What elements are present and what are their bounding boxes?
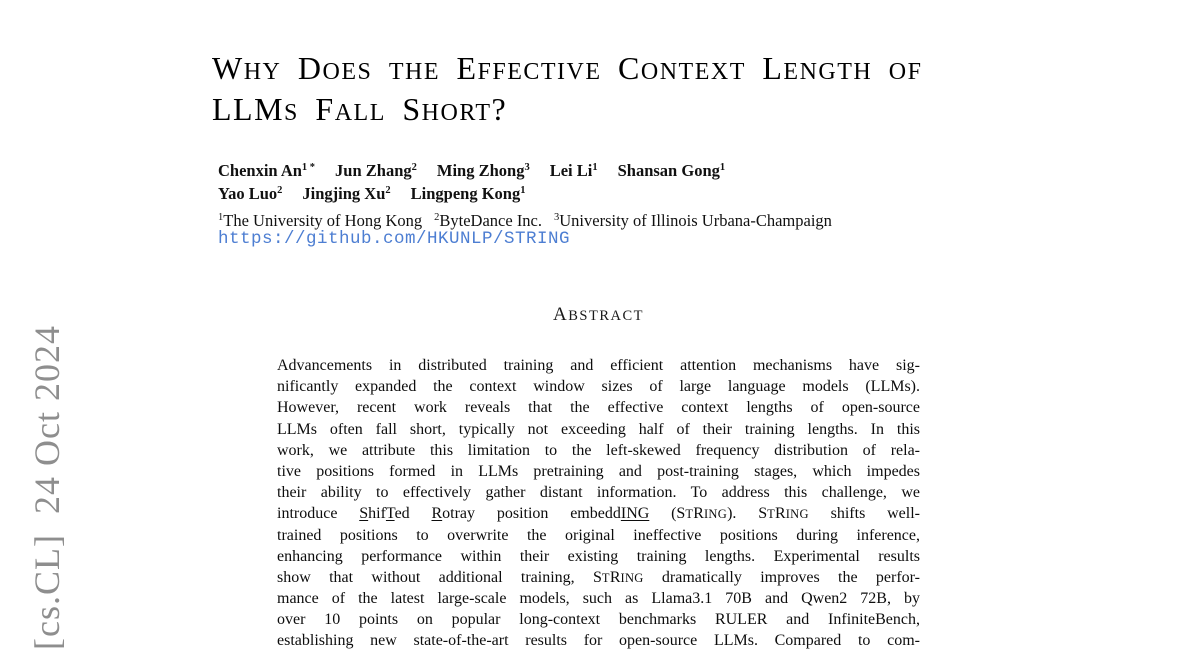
author: Jingjing Xu$^2$ [302,184,391,203]
author-affiliation-sup: 2 [411,162,417,173]
abstract-line: mance of the latest large-scale models, such as Llama3.1 70B and Qwen2 72B, by [277,590,920,608]
author: Lei Li$^1$ [549,161,598,180]
author-affiliation-sup: 1 [592,162,598,173]
abstract-line: trained positions to overwrite the original ineffective positions during inference, [277,526,920,544]
authors-row-2 [218,181,978,204]
abstract-line: LLMs often fall short, typically not exceeding half of their training lengths. In this [277,420,920,438]
affiliation-sup: 2 [434,212,440,223]
affiliations [218,207,998,231]
author-block [218,158,978,204]
author: Lingpeng Kong$^1$ [410,184,526,203]
affiliation: $^1$The University of Hong Kong [218,211,423,230]
abstract-line: tive positions formed in LLMs pretraining and post-training stages, which impedes [277,462,920,480]
abstract-line: establishing new state-of-the-art results for open-source LLMs. Compared to com- [277,632,920,650]
title-line-2: LLMS FALL SHORT? [212,91,508,127]
author-affiliation-sup: 3 [524,162,530,173]
github-repo-link[interactable]: https://github.com/HKUNLP/STRING [218,229,571,249]
affiliation-sup: 3 [554,212,560,223]
author-affiliation-sup: 1 [520,185,526,196]
affiliation-sup: 1 [218,212,224,223]
abstract-body [277,355,920,652]
page-title [212,50,1012,132]
abstract-line: show that without additional training, STRING dramatically improves the perfor- [277,568,920,586]
arxiv-watermark: [cs.CL] 24 Oct 2024 [27,325,67,650]
author: Shansan Gong$^1$ [617,161,726,180]
author: Yao Luo$^2$ [218,184,283,203]
affiliation: $^2$ByteDance Inc. [434,211,543,230]
author: Ming Zhong$^3$ [436,161,530,180]
abstract-line: Advancements in distributed training and efficient attention mechanisms have sig- [277,357,920,374]
author-affiliation-sup: 2 [277,185,283,196]
author-affiliation-sup: 1 [719,162,726,173]
author-affiliation-sup: 2 [385,185,391,196]
title-line-1: WHY DOES THE EFFECTIVE CONTEXT LENGTH OF [212,50,923,86]
abstract-line: introduce ShifTed Rotray position embeddING (STRING). STRING shifts well- [277,505,920,523]
abstract-line: over 10 points on popular long-context benchmarks RULER and InfiniteBench, [277,611,920,629]
abstract-line: their ability to effectively gather distant information. To address this challenge, we [277,484,920,502]
author: Chenxin $An^{1 *}$ [218,161,316,180]
authors-row-1 [218,158,978,181]
author: Jun Zhang$^2$ [335,161,417,180]
author-affiliation-sup: 1 * [301,162,316,173]
abstract-line: nificantly expanded the context window sizes of large language models (LLMs). [277,378,920,396]
abstract-heading: ABSTRACT [553,304,644,325]
abstract-line: work, we attribute this limitation to the left-skewed frequency distribution of rela- [277,441,920,459]
affiliation: $^3$University of Illinois Urbana-Champaign [554,211,832,230]
abstract-line: However, recent work reveals that the effective context lengths of open-source [277,399,920,417]
abstract-line: enhancing performance within their existing training lengths. Experimental results [277,547,920,565]
